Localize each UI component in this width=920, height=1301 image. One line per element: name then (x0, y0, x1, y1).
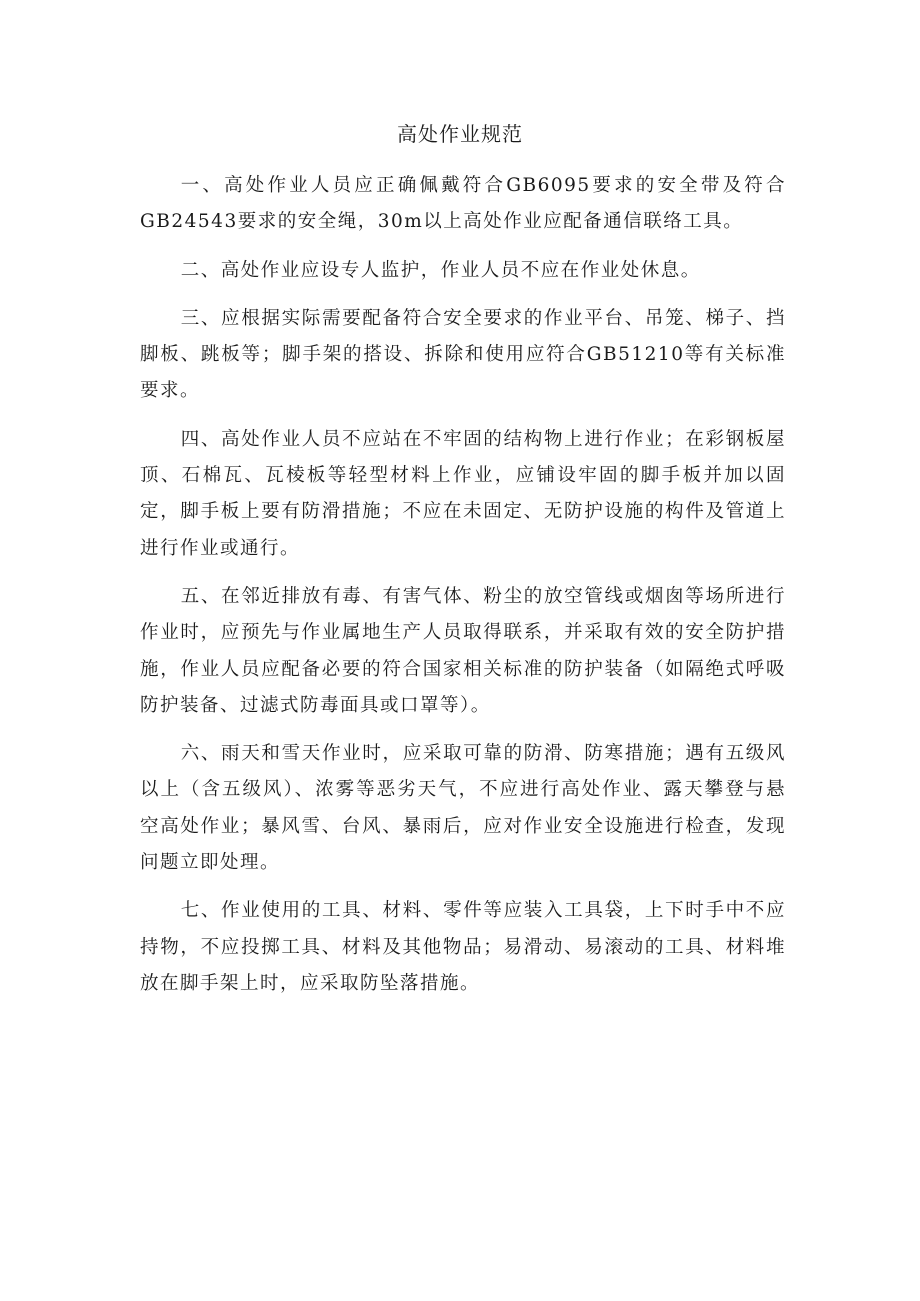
paragraph-2: 二、高处作业应设专人监护，作业人员不应在作业处休息。 (180, 259, 701, 281)
document-body (140, 168, 786, 1014)
paragraph-3: 三、应根据实际需要配备符合安全要求的作业平台、吊笼、梯子、挡脚板、跳板等；脚手架的搭设、拆除和使用应符合GB51210等有关标准要求。 (140, 307, 786, 402)
paragraph-5: 五、在邻近排放有毒、有害气体、粉尘的放空管线或烟囱等场所进行作业时，应预先与作业属地生产人员取得联系，并采取有效的安全防护措施，作业人员应配备必要的符合国家相关标准的防护装备（如隔绝式呼吸防护装备、过滤式防毒面具或口罩等）。 (140, 585, 786, 716)
paragraph-7: 七、作业使用的工具、材料、零件等应装入工具袋，上下时手中不应持物，不应投掷工具、材料及其他物品；易滑动、易滚动的工具、材料堆放在脚手架上时，应采取防坠落措施。 (140, 900, 786, 994)
paragraph-4: 四、高处作业人员不应站在不牢固的结构物上进行作业；在彩钢板屋顶、石棉瓦、瓦棱板等轻型材料上作业，应铺设牢固的脚手板并加以固定，脚手板上要有防滑措施；不应在未固定、无防护设施的构件及管道上进行作业或通行。 (140, 428, 786, 559)
paragraph-6: 六、雨天和雪天作业时，应采取可靠的防滑、防寒措施；遇有五级风以上（含五级风）、浓雾等恶劣天气，不应进行高处作业、露天攀登与悬空高处作业；暴风雪、台风、暴雨后，应对作业安全设施进行检查，发现问题立即处理。 (140, 743, 786, 874)
document-title: 高处作业规范 (397, 122, 523, 146)
paragraph-1: 一、高处作业人员应正确佩戴符合GB6095要求的安全带及符合GB24543要求的安全绳，30m以上高处作业应配备通信联络工具。 (140, 175, 786, 233)
